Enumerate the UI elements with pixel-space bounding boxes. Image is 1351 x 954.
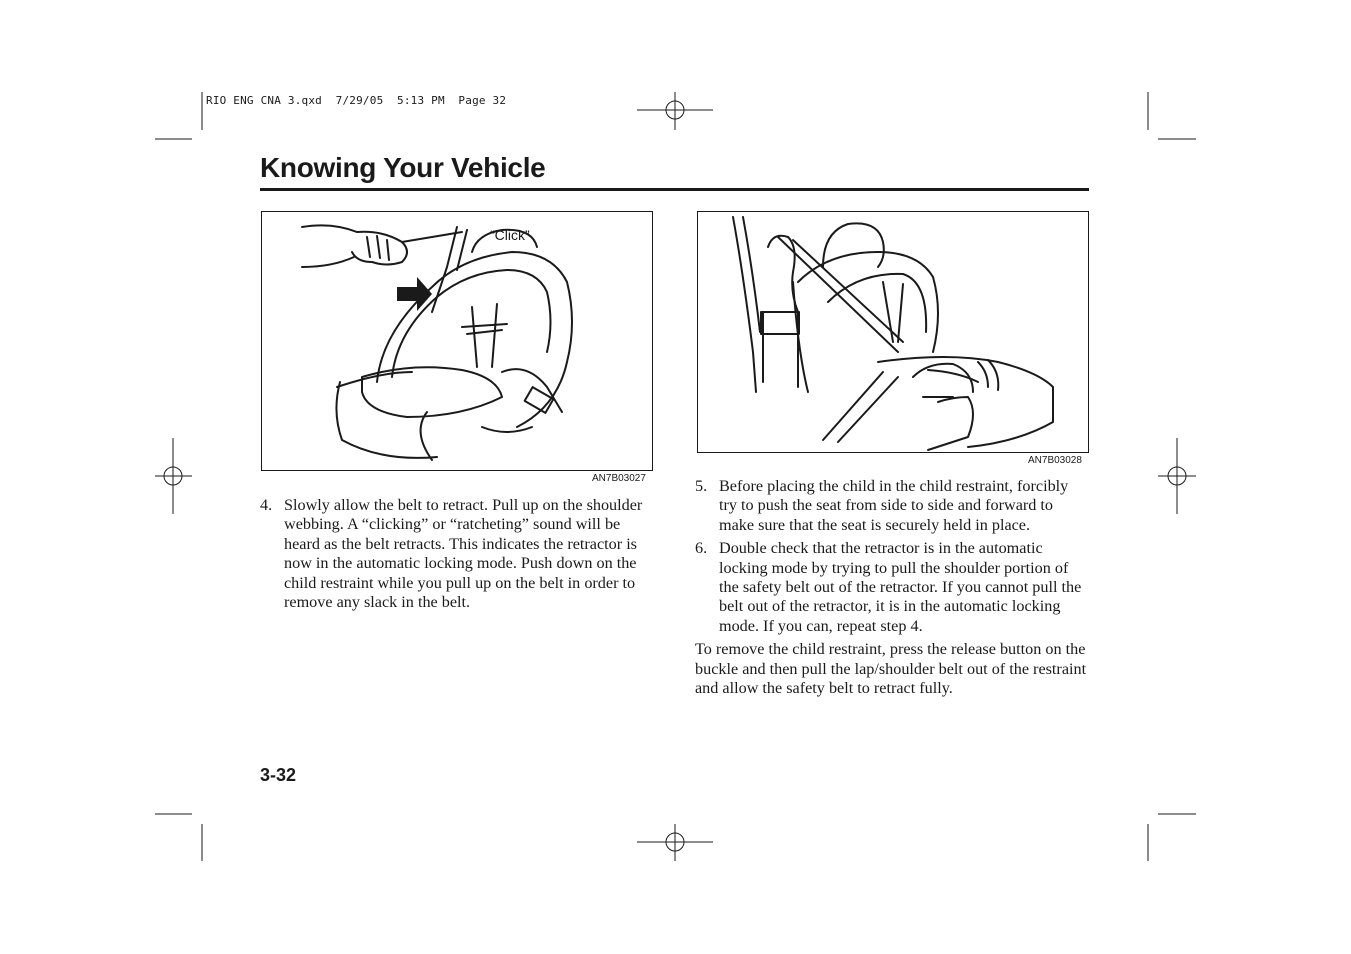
step-text: Before placing the child in the child restraint, forcibly try to push the seat from side to side and forward to make sure that the seat is securely held in place. [719,477,1069,534]
step-number: 5. [695,477,708,495]
right-column-text [695,477,1090,698]
printer-slug: RIO ENG CNA 3.qxd 7/29/05 5:13 PM Page 32 [206,94,507,107]
section-title: Knowing Your Vehicle [260,152,546,183]
registration-mark-top [637,92,713,130]
page-number: 3-32 [260,765,297,785]
step-text: Double check that the retractor is in the automatic locking mode by trying to pull the shoulder portion of the safety belt out of the retractor. If you cannot pull the belt out of the retractor, it is in the automatic locking mode. If you can, repeat step 4. [719,539,1082,635]
child-seat-illustration-2 [698,212,1088,452]
figure-code-2: AN7B03028 [1028,455,1082,466]
step-5 [695,477,1090,535]
click-label: “Click” [490,227,530,243]
step-number: 4. [260,496,273,514]
step-6 [695,539,1090,636]
registration-mark-right [1158,438,1196,514]
step-number: 6. [695,539,708,558]
registration-mark-bottom [637,824,713,861]
figure-seat-check [697,211,1089,453]
left-column-text [260,496,644,612]
closing-paragraph: To remove the child restraint, press the release button on the buckle and then pull the lap/shoulder belt out of the restraint and allow the safety belt to retract fully. [695,640,1087,698]
child-seat-illustration-1 [262,212,652,470]
registration-mark-left [155,438,192,514]
step-text: Slowly allow the belt to retract. Pull up on the shoulder webbing. A “clicking” or “ratcheting” sound will be heard as the belt retracts. This indicates the retractor is now in the automatic locking mode. Push down on the child restraint while you pull up on the belt in order to remove any slack in the belt. [284,496,643,612]
step-4 [260,496,644,612]
figure-code-1: AN7B03027 [592,473,646,484]
header-rule [260,188,1089,191]
figure-belt-retract [261,211,653,471]
